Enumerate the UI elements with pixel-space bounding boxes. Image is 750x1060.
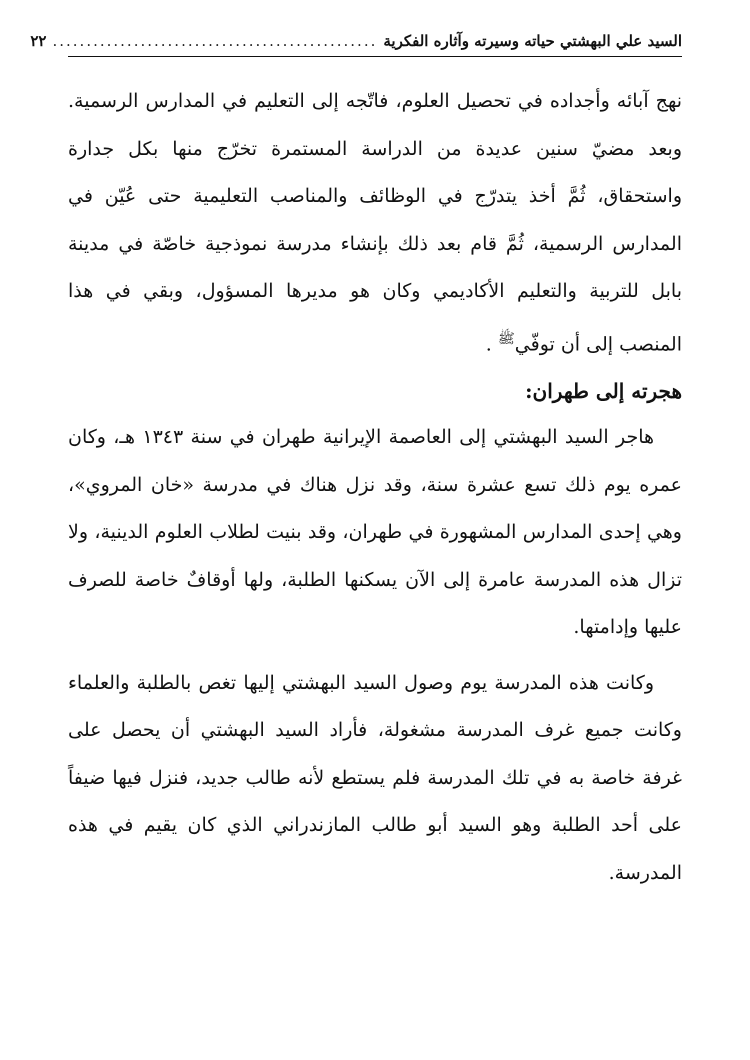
page-number: ٢٢ (30, 32, 47, 50)
paragraph-end: . (485, 332, 492, 355)
running-title: السيد علي البهشتي حياته وسيرته وآثاره الفكرية (383, 32, 682, 50)
header-rule (68, 56, 682, 57)
running-header (30, 30, 682, 52)
section-heading: هجرته إلى طهران: (525, 379, 682, 404)
paragraph-school: وكانت هذه المدرسة يوم وصول السيد البهشتي إليها تغص بالطلبة والعلماء وكانت جميع غرف المدرسة مشغولة، فأراد السيد البهشتي أن يحصل على غرفة خاصة به في تلك المدرسة فلم يستطع لأنه طالب جديد، فنزل فيها ضيفاً على أحد الطلبة وهو السيد أبو طالب المازندراني الذي كان يقيم في هذه المدرسة. (68, 671, 682, 884)
dot-leader: ................................................ (52, 32, 378, 50)
body-text (68, 78, 682, 897)
paragraph-text: نهج آبائه وأجداده في تحصيل العلوم، فاتّجه إلى التعليم في المدارس الرسمية. وبعد مضيّ سنين عديدة من الدراسة المستمرة تخرّج منها بكل جدارة واستحقاق، ثُمَّ أخذ يتدرّج في الوظائف والمناصب التعليمية حتى عُيّن في المدارس الرسمية، ثُمَّ قام بعد ذلك بإنشاء مدرسة نموذجية خاصّة في مدينة بابل للتربية والتعليم الأكاديمي وكان هو مديرها المسؤول، وبقي في هذا المنصب إلى أن توفّي (68, 90, 682, 355)
paragraph-emigration: هاجر السيد البهشتي إلى العاصمة الإيرانية طهران في سنة ١٣٤٣ هـ، وكان عمره يوم ذلك تسع عشرة سنة، وقد نزل هناك في مدرسة «خان المروي»، وهي إحدى المدارس المشهورة في طهران، وقد بنيت لطلاب العلوم الدينية، ولا تزال هذه المدرسة عامرة إلى الآن يسكنها الطلبة، ولها أوقافٌ خاصة للصرف عليها وإدامتها. (68, 426, 682, 639)
honorific-glyph: ﷺ (497, 330, 515, 347)
paragraph-continuation (68, 78, 682, 368)
